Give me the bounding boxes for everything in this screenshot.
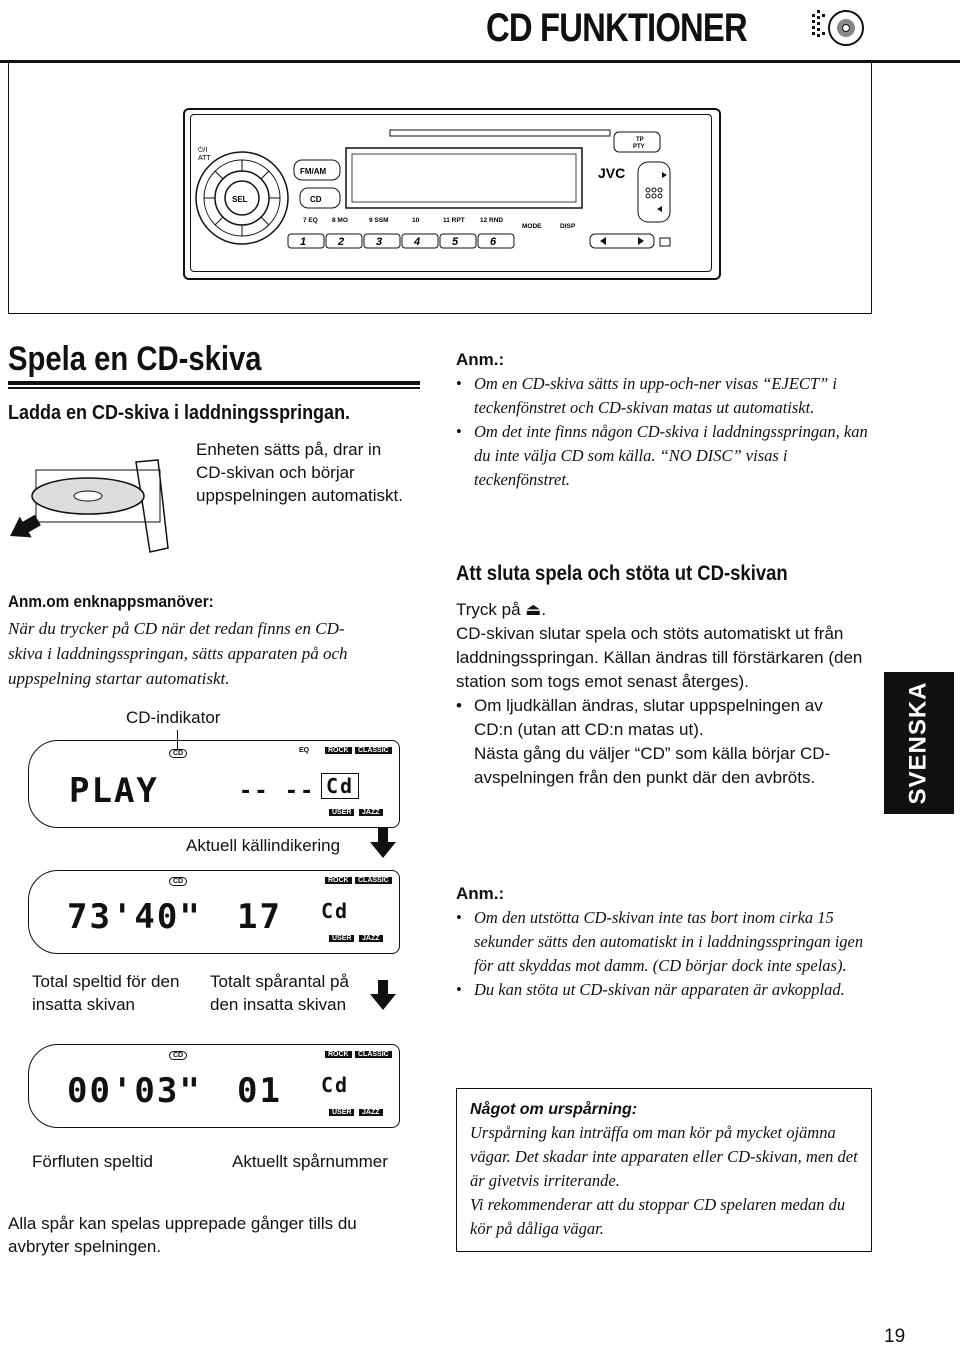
lcd-main-readout: PLAY <box>69 771 159 811</box>
preset-5-label: 5 <box>452 236 459 248</box>
lcd-jazz-label: JAZZ <box>359 935 383 942</box>
preset-6-label: 6 <box>490 236 497 248</box>
lcd-elapsed-time: 00'03" <box>67 1071 202 1111</box>
note1-item: • Om en CD-skiva sätts in upp-och-ner visas “EJECT” i teckenfönstret och CD-skivan matas ut automatiskt. <box>456 372 876 420</box>
note2-heading: Anm.: <box>456 884 505 903</box>
stop-heading: Att sluta spela och stöta ut CD-skivan <box>456 562 788 585</box>
eq-label: 7 EQ <box>303 217 318 224</box>
cd-loading-illustration <box>8 456 174 556</box>
lcd-rock-label: ROCK <box>325 877 352 884</box>
skip-heading: Något om urspårning: <box>470 1101 638 1118</box>
lcd-rock-label: ROCK <box>325 747 352 754</box>
lcd-classic-label: CLASSIC <box>355 877 392 884</box>
preset-2-label: 2 <box>338 236 345 248</box>
lcd-user-label: USER <box>329 1109 354 1116</box>
disp-label: DISP <box>560 223 576 230</box>
lcd-jazz-label: JAZZ <box>359 809 383 816</box>
page-title: CD FUNKTIONER <box>486 6 747 50</box>
lcd-cd-indicator: CD <box>169 749 187 758</box>
cd-disc-icon <box>808 6 864 50</box>
lcd-display-total <box>28 870 400 954</box>
lcd-track-number: 01 <box>237 1071 282 1111</box>
lcd-mid-readout: -- -- <box>239 779 316 804</box>
lcd-cd-indicator: CD <box>169 1051 187 1060</box>
rpt-label: 11 RPT <box>443 217 465 224</box>
fm-am-button: FM/AM <box>300 167 327 176</box>
stop-bullet: • Om ljudkällan ändras, slutar uppspelningen av CD:n (utan att CD:n matas ut). <box>456 694 866 742</box>
att-label: ATT <box>198 155 211 162</box>
lcd-total-tracks: 17 <box>237 897 282 937</box>
lcd-classic-label: CLASSIC <box>355 1051 392 1058</box>
note1-heading: Anm.: <box>456 350 505 369</box>
cd-indicator-label: CD-indikator <box>126 708 221 727</box>
lcd-source-indicator: Cd <box>321 773 359 799</box>
mo-label: 8 MO <box>332 217 348 224</box>
ssm-label: 9 SSM <box>369 217 389 224</box>
skip-text1: Urspårning kan inträffa om man kör på mycket ojämna vägar. Det skadar inte apparaten eller CD-skivan, men det är givetvis irriterande. <box>470 1123 858 1190</box>
preset-10-label: 10 <box>412 217 420 224</box>
section-rule-thin <box>8 387 420 389</box>
stop-bullet-cont: Nästa gång du väljer “CD” som källa börjar CD-avspelningen från den punkt där den avbröts. <box>474 744 831 787</box>
section-title: Spela en CD-skiva <box>8 340 262 378</box>
cd-button: CD <box>310 195 322 204</box>
jvc-logo: JVC <box>598 165 626 181</box>
skip-box <box>456 1088 872 1252</box>
rnd-label: 12 RND <box>480 217 504 224</box>
tp-label: TP <box>636 137 644 143</box>
preset-4-label: 4 <box>414 236 421 248</box>
language-tab-label: SVENSKA <box>905 681 932 805</box>
current-track-label: Aktuellt spårnummer <box>232 1152 388 1171</box>
lcd-eq-label: EQ <box>299 747 310 754</box>
skip-text2: Vi rekommenderar att du stoppar CD spelaren medan du kör på dåliga vägar. <box>470 1195 846 1238</box>
lcd-display-play <box>28 740 400 828</box>
mode-label: MODE <box>522 223 542 230</box>
stop-press: Tryck på ⏏. <box>456 600 547 619</box>
source-indicator-label: Aktuell källindikering <box>186 836 341 855</box>
arrow-down-icon <box>370 828 396 860</box>
lcd-source-indicator: Cd <box>321 1073 350 1097</box>
total-time-label: Total speltid för den insatta skivan <box>32 972 180 1014</box>
note-single-text: När du trycker på CD när det redan finns en CD-skiva i laddningsspringan, sätts apparaten på och uppspelning startar automatiskt. <box>8 619 348 688</box>
stop-text: CD-skivan slutar spela och stöts automatiskt ut från laddningsspringan. Källan ändras till förstärkaren (den station som togs emot senast återges). <box>456 624 863 691</box>
pty-label: PTY <box>633 144 645 150</box>
lcd-source-indicator: Cd <box>321 899 350 923</box>
section-rule <box>8 381 420 385</box>
page-number: 19 <box>884 1326 906 1347</box>
lcd-display-elapsed <box>28 1044 400 1128</box>
note1-item: • Om det inte finns någon CD-skiva i laddningsspringan, kan du inte välja CD som källa. “NO DISC” visas i teckenfönstret. <box>456 420 876 492</box>
lcd-total-time: 73'40" <box>67 897 202 937</box>
note1-list <box>456 372 876 492</box>
total-tracks-label: Totalt spårantal på den insatta skivan <box>210 972 349 1014</box>
note2-item: • Om den utstötta CD-skivan inte tas bort inom cirka 15 sekunder sätts den automatiskt in i laddningsspringan igen för att skyddas mot damm. (CD börjar dock inte spelas). <box>456 906 876 978</box>
lcd-rock-label: ROCK <box>325 1051 352 1058</box>
lcd-user-label: USER <box>329 809 354 816</box>
language-tab-text-wrap <box>884 672 954 814</box>
lcd-jazz-label: JAZZ <box>359 1109 383 1116</box>
power-label: ⏻/I <box>198 147 208 154</box>
lcd-cd-indicator: CD <box>169 877 187 886</box>
preset-1-label: 1 <box>300 236 307 248</box>
lcd-classic-label: CLASSIC <box>355 747 392 754</box>
load-description: Enheten sätts på, drar in CD-skivan och börjar uppspelningen automatiskt. <box>196 440 403 505</box>
load-heading: Ladda en CD-skiva i laddningsspringan. <box>8 402 351 424</box>
note2-list <box>456 906 876 1002</box>
arrow-down-icon <box>370 980 396 1012</box>
sel-button: SEL <box>232 195 248 204</box>
stop-section <box>456 598 866 790</box>
note-single-heading: Anm.om enknappsmanöver: <box>8 592 214 611</box>
lcd-user-label: USER <box>329 935 354 942</box>
repeat-text: Alla spår kan spelas upprepade gånger tills du avbryter spelningen. <box>8 1214 357 1256</box>
receiver-illustration <box>190 114 712 272</box>
note2-item: • Du kan stöta ut CD-skivan när apparaten är avkopplad. <box>456 978 876 1002</box>
preset-3-label: 3 <box>376 236 383 248</box>
elapsed-label: Förfluten speltid <box>32 1152 153 1171</box>
